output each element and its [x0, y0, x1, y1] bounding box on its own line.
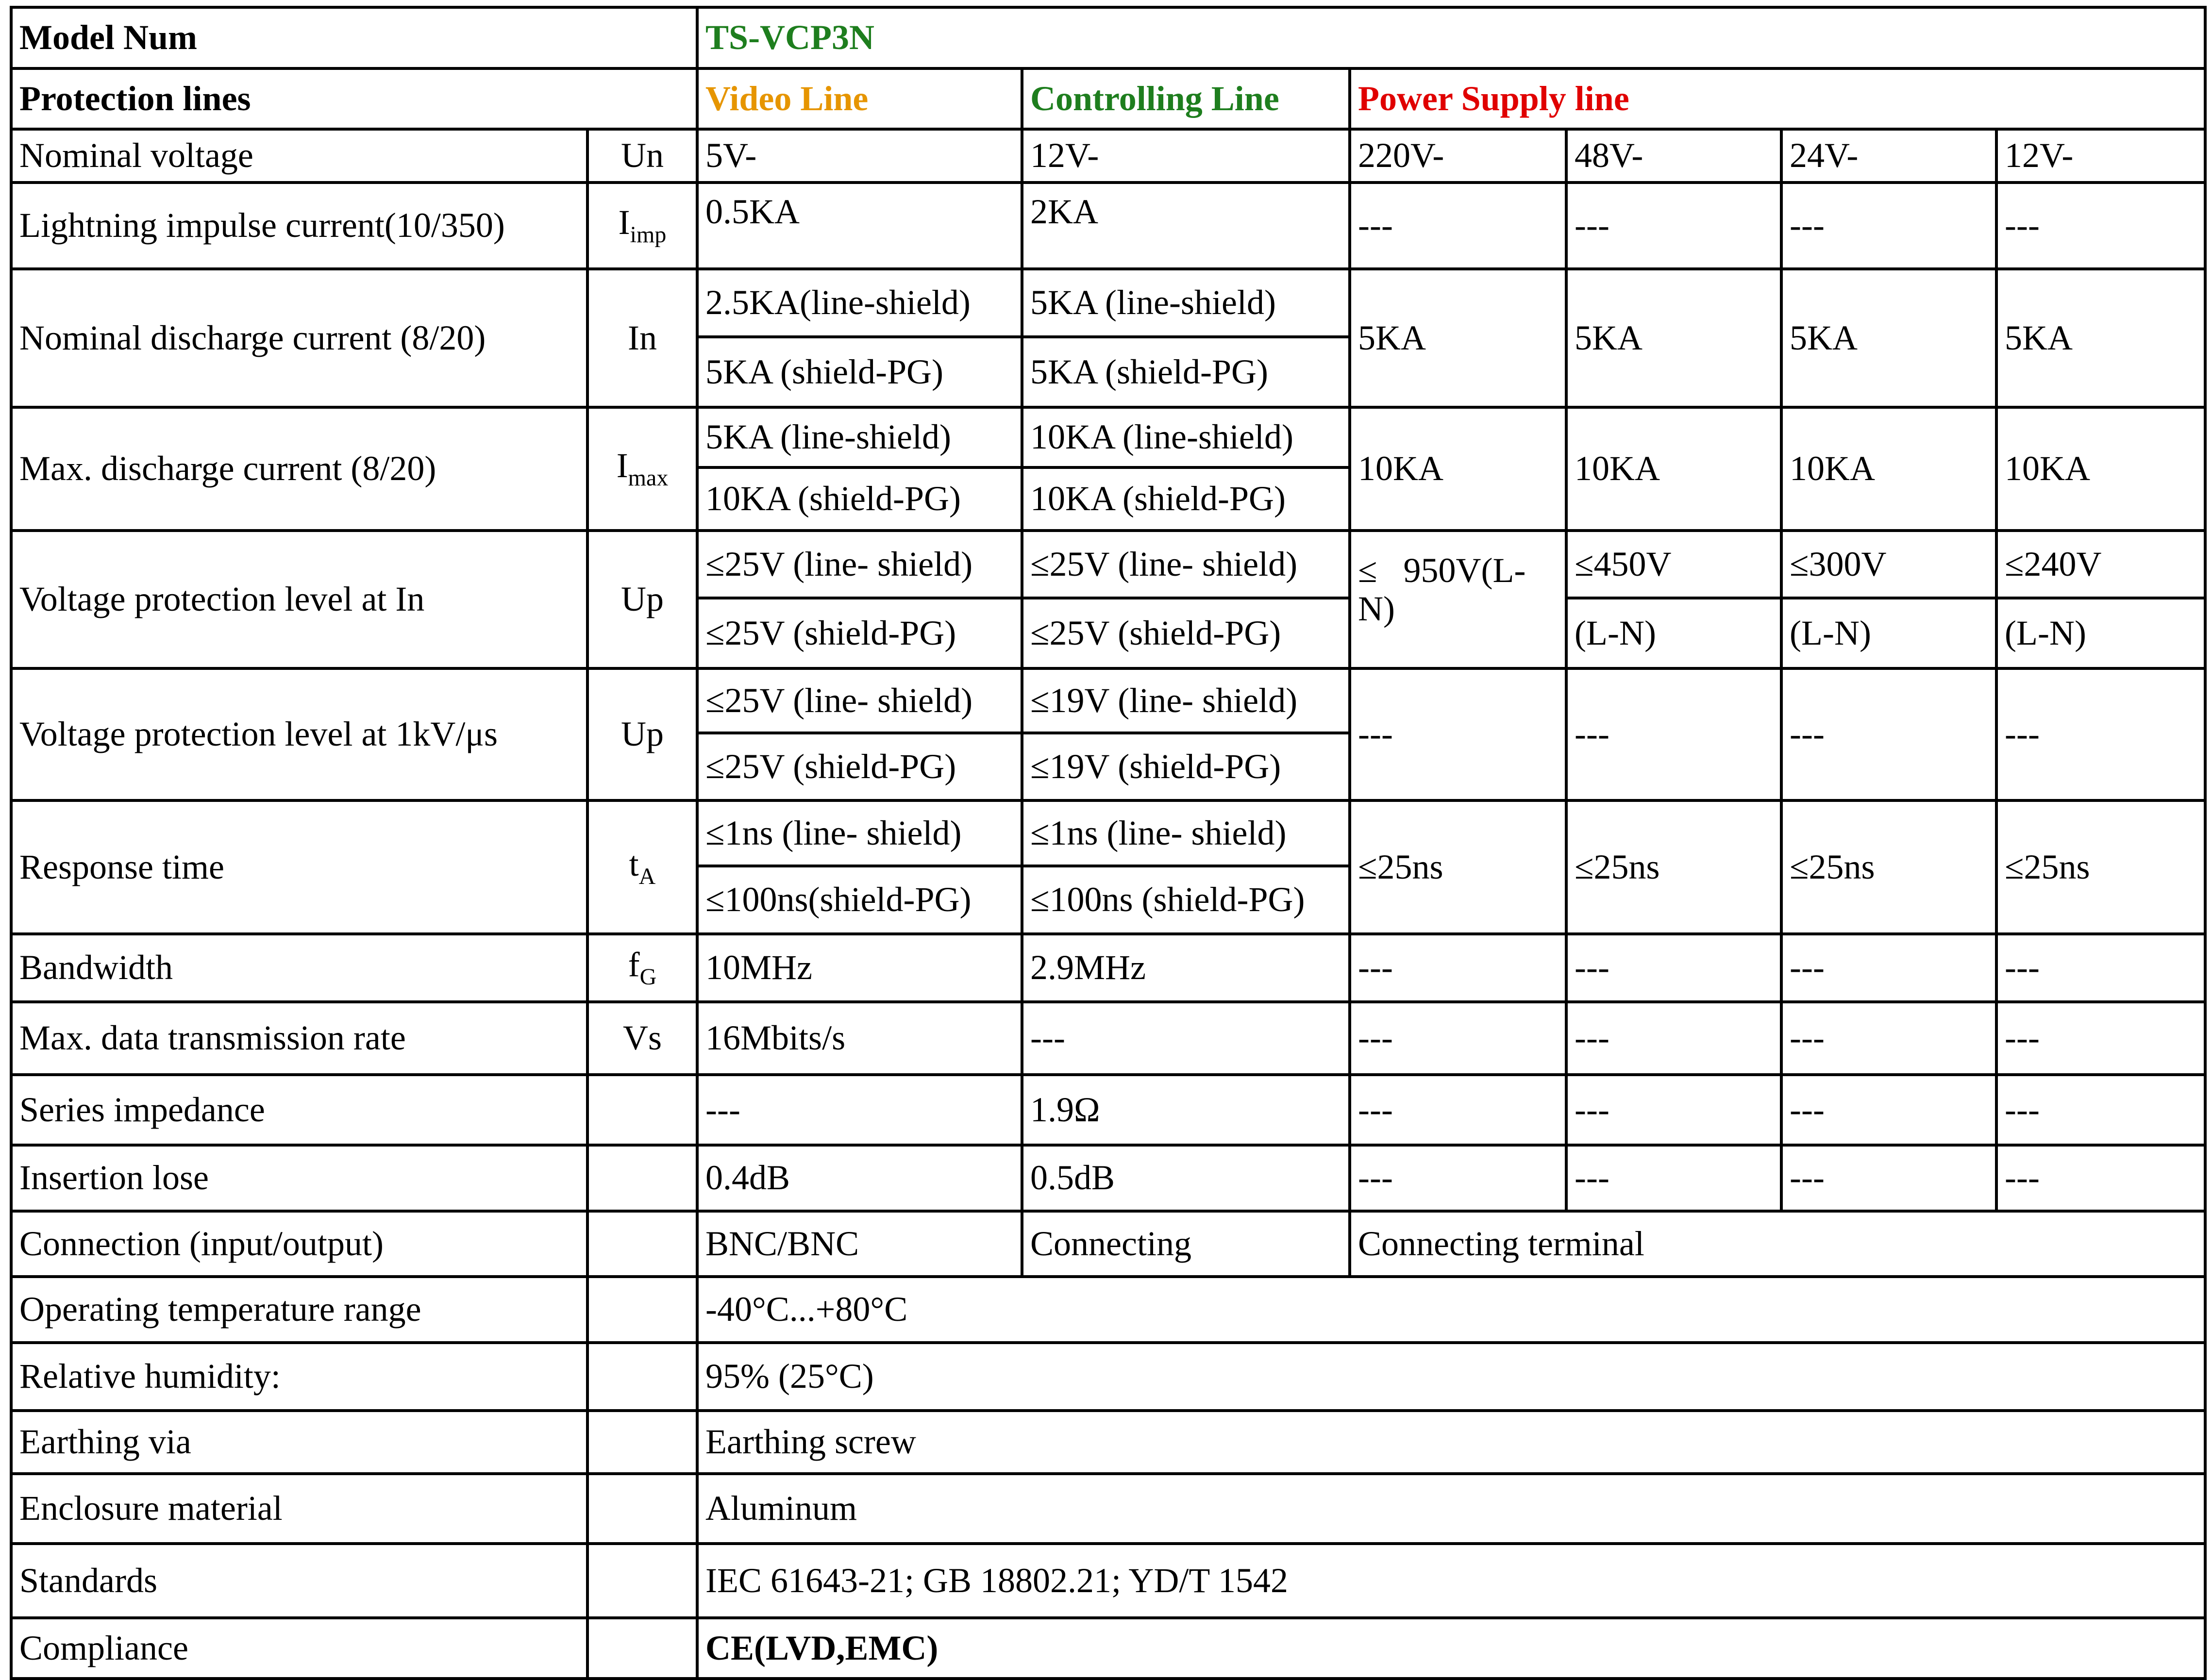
power-12-cell: 12V-: [1996, 129, 2205, 183]
power-48-cell: ---: [1566, 1145, 1781, 1211]
power-220-cell: ≤25ns: [1350, 800, 1566, 934]
video-line-shield: ≤25V (line- shield): [699, 670, 1021, 734]
video-cell: BNC/BNC: [697, 1211, 1022, 1277]
power-24-cell: ---: [1781, 183, 1996, 269]
control-shield-pg: 5KA (shield-PG): [1030, 352, 1268, 391]
power-24-cell: 24V-: [1781, 129, 1996, 183]
video-line-shield: 2.5KA(line-shield): [699, 270, 1021, 338]
power-220-cell: ---: [1350, 1075, 1566, 1145]
param-label: Lightning impulse current(10/350): [11, 183, 587, 269]
value-cell: CE(LVD,EMC): [697, 1618, 2205, 1679]
row-connection: [11, 1211, 2205, 1277]
power-12-cell: 5KA: [1996, 269, 2205, 407]
row-response-time: [11, 800, 2205, 934]
power-48-cell: ---: [1566, 1002, 1781, 1075]
power-24-cell: ≤25ns: [1781, 800, 1996, 934]
power-24-cell: 5KA: [1781, 269, 1996, 407]
value-cell: 95% (25°C): [697, 1343, 2205, 1411]
param-symbol: [587, 1343, 697, 1411]
video-line-header: Video Line: [697, 68, 1022, 129]
param-label: Max. data transmission rate: [11, 1002, 587, 1075]
row-standards: [11, 1544, 2205, 1618]
power-24-cell: ---: [1781, 668, 1996, 800]
controlling-line-header: Controlling Line: [1022, 68, 1350, 129]
param-label: Earthing via: [11, 1411, 587, 1474]
value-cell: Aluminum: [697, 1474, 2205, 1544]
video-shield-pg: ≤25V (shield-PG): [705, 747, 956, 786]
video-line-shield: 5KA (line-shield): [699, 409, 1021, 469]
row-impulse-current: [11, 183, 2205, 269]
power-48-cell: ---: [1566, 934, 1781, 1002]
param-label: Operating temperature range: [11, 1277, 587, 1343]
video-cell: [697, 269, 1022, 407]
power-12-cell: ---: [1996, 1145, 2205, 1211]
video-cell: [697, 407, 1022, 531]
power-48-cell: ---: [1566, 1075, 1781, 1145]
power-48-cell: 10KA: [1566, 407, 1781, 531]
param-label: Connection (input/output): [11, 1211, 587, 1277]
video-line-shield: ≤25V (line- shield): [699, 532, 1021, 599]
param-symbol: $f_G$: [587, 934, 697, 1002]
row-protection-lines: [11, 68, 2205, 129]
param-symbol: [587, 1145, 697, 1211]
param-label: Bandwidth: [11, 934, 587, 1002]
video-cell: [697, 668, 1022, 800]
power-220-cell: ---: [1350, 183, 1566, 269]
control-cell: [1022, 668, 1350, 800]
power-24-cell: 10KA: [1781, 407, 1996, 531]
power-12-cell: ≤25ns: [1996, 800, 2205, 934]
power-220-cell: [1350, 531, 1566, 668]
param-label: Nominal voltage: [11, 129, 587, 183]
power-220-cell: ---: [1350, 668, 1566, 800]
power-12-cell: ---: [1996, 1002, 2205, 1075]
control-cell: [1022, 269, 1350, 407]
control-cell: 0.5dB: [1022, 1145, 1350, 1211]
control-cell: 1.9Ω: [1022, 1075, 1350, 1145]
row-bandwidth: [11, 934, 2205, 1002]
row-humidity: [11, 1343, 2205, 1411]
param-label: Nominal discharge current (8/20): [11, 269, 587, 407]
row-vpl-1kv: [11, 668, 2205, 800]
control-cell: ---: [1022, 1002, 1350, 1075]
control-line-shield: ≤19V (line- shield): [1023, 670, 1348, 734]
row-nominal-voltage: [11, 129, 2205, 183]
power-220-cell: 220V-: [1350, 129, 1566, 183]
video-cell: 16Mbits/s: [697, 1002, 1022, 1075]
control-shield-pg: ≤100ns (shield-PG): [1030, 880, 1305, 919]
row-model: [11, 7, 2205, 68]
control-shield-pg: 10KA (shield-PG): [1030, 479, 1286, 518]
row-data-rate: [11, 1002, 2205, 1075]
power-220-cell: ---: [1350, 1002, 1566, 1075]
power-48-cell: ---: [1566, 668, 1781, 800]
value-cell: -40°C...+80°C: [697, 1277, 2205, 1343]
power-48-bottom: (L-N): [1575, 613, 1656, 652]
param-label: Standards: [11, 1544, 587, 1618]
control-shield-pg: ≤25V (shield-PG): [1030, 613, 1281, 652]
param-symbol: Un: [587, 129, 697, 183]
param-label: Compliance: [11, 1618, 587, 1679]
row-max-discharge: [11, 407, 2205, 531]
param-symbol: $I_{imp}$: [587, 183, 697, 269]
param-label: Response time: [11, 800, 587, 934]
row-series-impedance: [11, 1075, 2205, 1145]
param-symbol: $I_{max}$: [587, 407, 697, 531]
control-cell: 12V-: [1022, 129, 1350, 183]
power-48-cell: ≤25ns: [1566, 800, 1781, 934]
param-symbol: $t_A$: [587, 800, 697, 934]
row-enclosure: [11, 1474, 2205, 1544]
model-value: TS-VCP3N: [697, 7, 2205, 68]
param-symbol: Up: [587, 531, 697, 668]
param-symbol: In: [587, 269, 697, 407]
param-symbol: [587, 1075, 697, 1145]
power-12-top: ≤240V: [1998, 532, 2204, 599]
param-label: Relative humidity:: [11, 1343, 587, 1411]
row-compliance: [11, 1618, 2205, 1679]
control-cell: [1022, 531, 1350, 668]
control-cell: 2KA: [1022, 183, 1350, 269]
power-24-cell: ---: [1781, 934, 1996, 1002]
video-cell: 0.4dB: [697, 1145, 1022, 1211]
power-24-cell: ---: [1781, 1075, 1996, 1145]
power-220-cell: 10KA: [1350, 407, 1566, 531]
param-label: Series impedance: [11, 1075, 587, 1145]
control-line-shield: 10KA (line-shield): [1023, 409, 1348, 469]
control-line-shield: 5KA (line-shield): [1023, 270, 1348, 338]
param-label: Voltage protection level at 1kV/μs: [11, 668, 587, 800]
power-24-cell: ---: [1781, 1145, 1996, 1211]
power-24-bottom: (L-N): [1790, 613, 1871, 652]
value-cell: Earthing screw: [697, 1411, 2205, 1474]
video-cell: 10MHz: [697, 934, 1022, 1002]
param-symbol: [587, 1618, 697, 1679]
row-earthing: [11, 1411, 2205, 1474]
row-temperature: [11, 1277, 2205, 1343]
param-label: Enclosure material: [11, 1474, 587, 1544]
video-cell: [697, 531, 1022, 668]
video-shield-pg: 5KA (shield-PG): [705, 352, 943, 391]
control-cell: Connecting: [1022, 1211, 1350, 1277]
video-cell: 0.5KA: [697, 183, 1022, 269]
param-symbol: [587, 1277, 697, 1343]
param-label: Voltage protection level at In: [11, 531, 587, 668]
param-symbol: [587, 1544, 697, 1618]
param-symbol: [587, 1474, 697, 1544]
video-line-shield: ≤1ns (line- shield): [699, 802, 1021, 867]
param-label: Max. discharge current (8/20): [11, 407, 587, 531]
param-symbol: Up: [587, 668, 697, 800]
video-cell: 5V-: [697, 129, 1022, 183]
video-shield-pg: ≤100ns(shield-PG): [705, 880, 972, 919]
param-symbol: [587, 1211, 697, 1277]
row-nominal-discharge: [11, 269, 2205, 407]
param-symbol: Vs: [587, 1002, 697, 1075]
control-cell: 2.9MHz: [1022, 934, 1350, 1002]
row-vpl-in: [11, 531, 2205, 668]
power-supply-line-header: Power Supply line: [1350, 68, 2205, 129]
video-shield-pg: 10KA (shield-PG): [705, 479, 961, 518]
power-12-cell: ---: [1996, 934, 2205, 1002]
power-12-cell: 10KA: [1996, 407, 2205, 531]
control-shield-pg: ≤19V (shield-PG): [1030, 747, 1281, 786]
power-48-cell: 5KA: [1566, 269, 1781, 407]
video-cell: ---: [697, 1075, 1022, 1145]
row-insertion-lose: [11, 1145, 2205, 1211]
control-line-shield: ≤1ns (line- shield): [1023, 802, 1348, 867]
power-48-top: ≤450V: [1568, 532, 1780, 599]
power-48-cell: ---: [1566, 183, 1781, 269]
power-cell: Connecting terminal: [1350, 1211, 2205, 1277]
power-220-cell: 5KA: [1350, 269, 1566, 407]
spec-table: [10, 6, 2207, 1680]
param-symbol: [587, 1411, 697, 1474]
value-cell: IEC 61643-21; GB 18802.21; YD/T 1542: [697, 1544, 2205, 1618]
power-220-line2: N): [1358, 589, 1395, 629]
power-48-cell: 48V-: [1566, 129, 1781, 183]
power-12-bottom: (L-N): [2005, 613, 2086, 652]
video-shield-pg: ≤25V (shield-PG): [705, 613, 956, 652]
power-220-cell: ---: [1350, 1145, 1566, 1211]
power-220-cell: ---: [1350, 934, 1566, 1002]
model-label: Model Num: [11, 7, 697, 68]
power-24-top: ≤300V: [1783, 532, 1995, 599]
power-12-cell: ---: [1996, 1075, 2205, 1145]
control-line-shield: ≤25V (line- shield): [1023, 532, 1348, 599]
video-cell: [697, 800, 1022, 934]
power-48-cell: [1566, 531, 1781, 668]
power-24-cell: [1781, 531, 1996, 668]
control-cell: [1022, 800, 1350, 934]
power-12-cell: ---: [1996, 183, 2205, 269]
power-220-line1: ≤ 950V(L-: [1358, 551, 1526, 590]
power-12-cell: ---: [1996, 668, 2205, 800]
param-label: Insertion lose: [11, 1145, 587, 1211]
control-cell: [1022, 407, 1350, 531]
power-12-cell: [1996, 531, 2205, 668]
power-24-cell: ---: [1781, 1002, 1996, 1075]
protection-label: Protection lines: [11, 68, 697, 129]
